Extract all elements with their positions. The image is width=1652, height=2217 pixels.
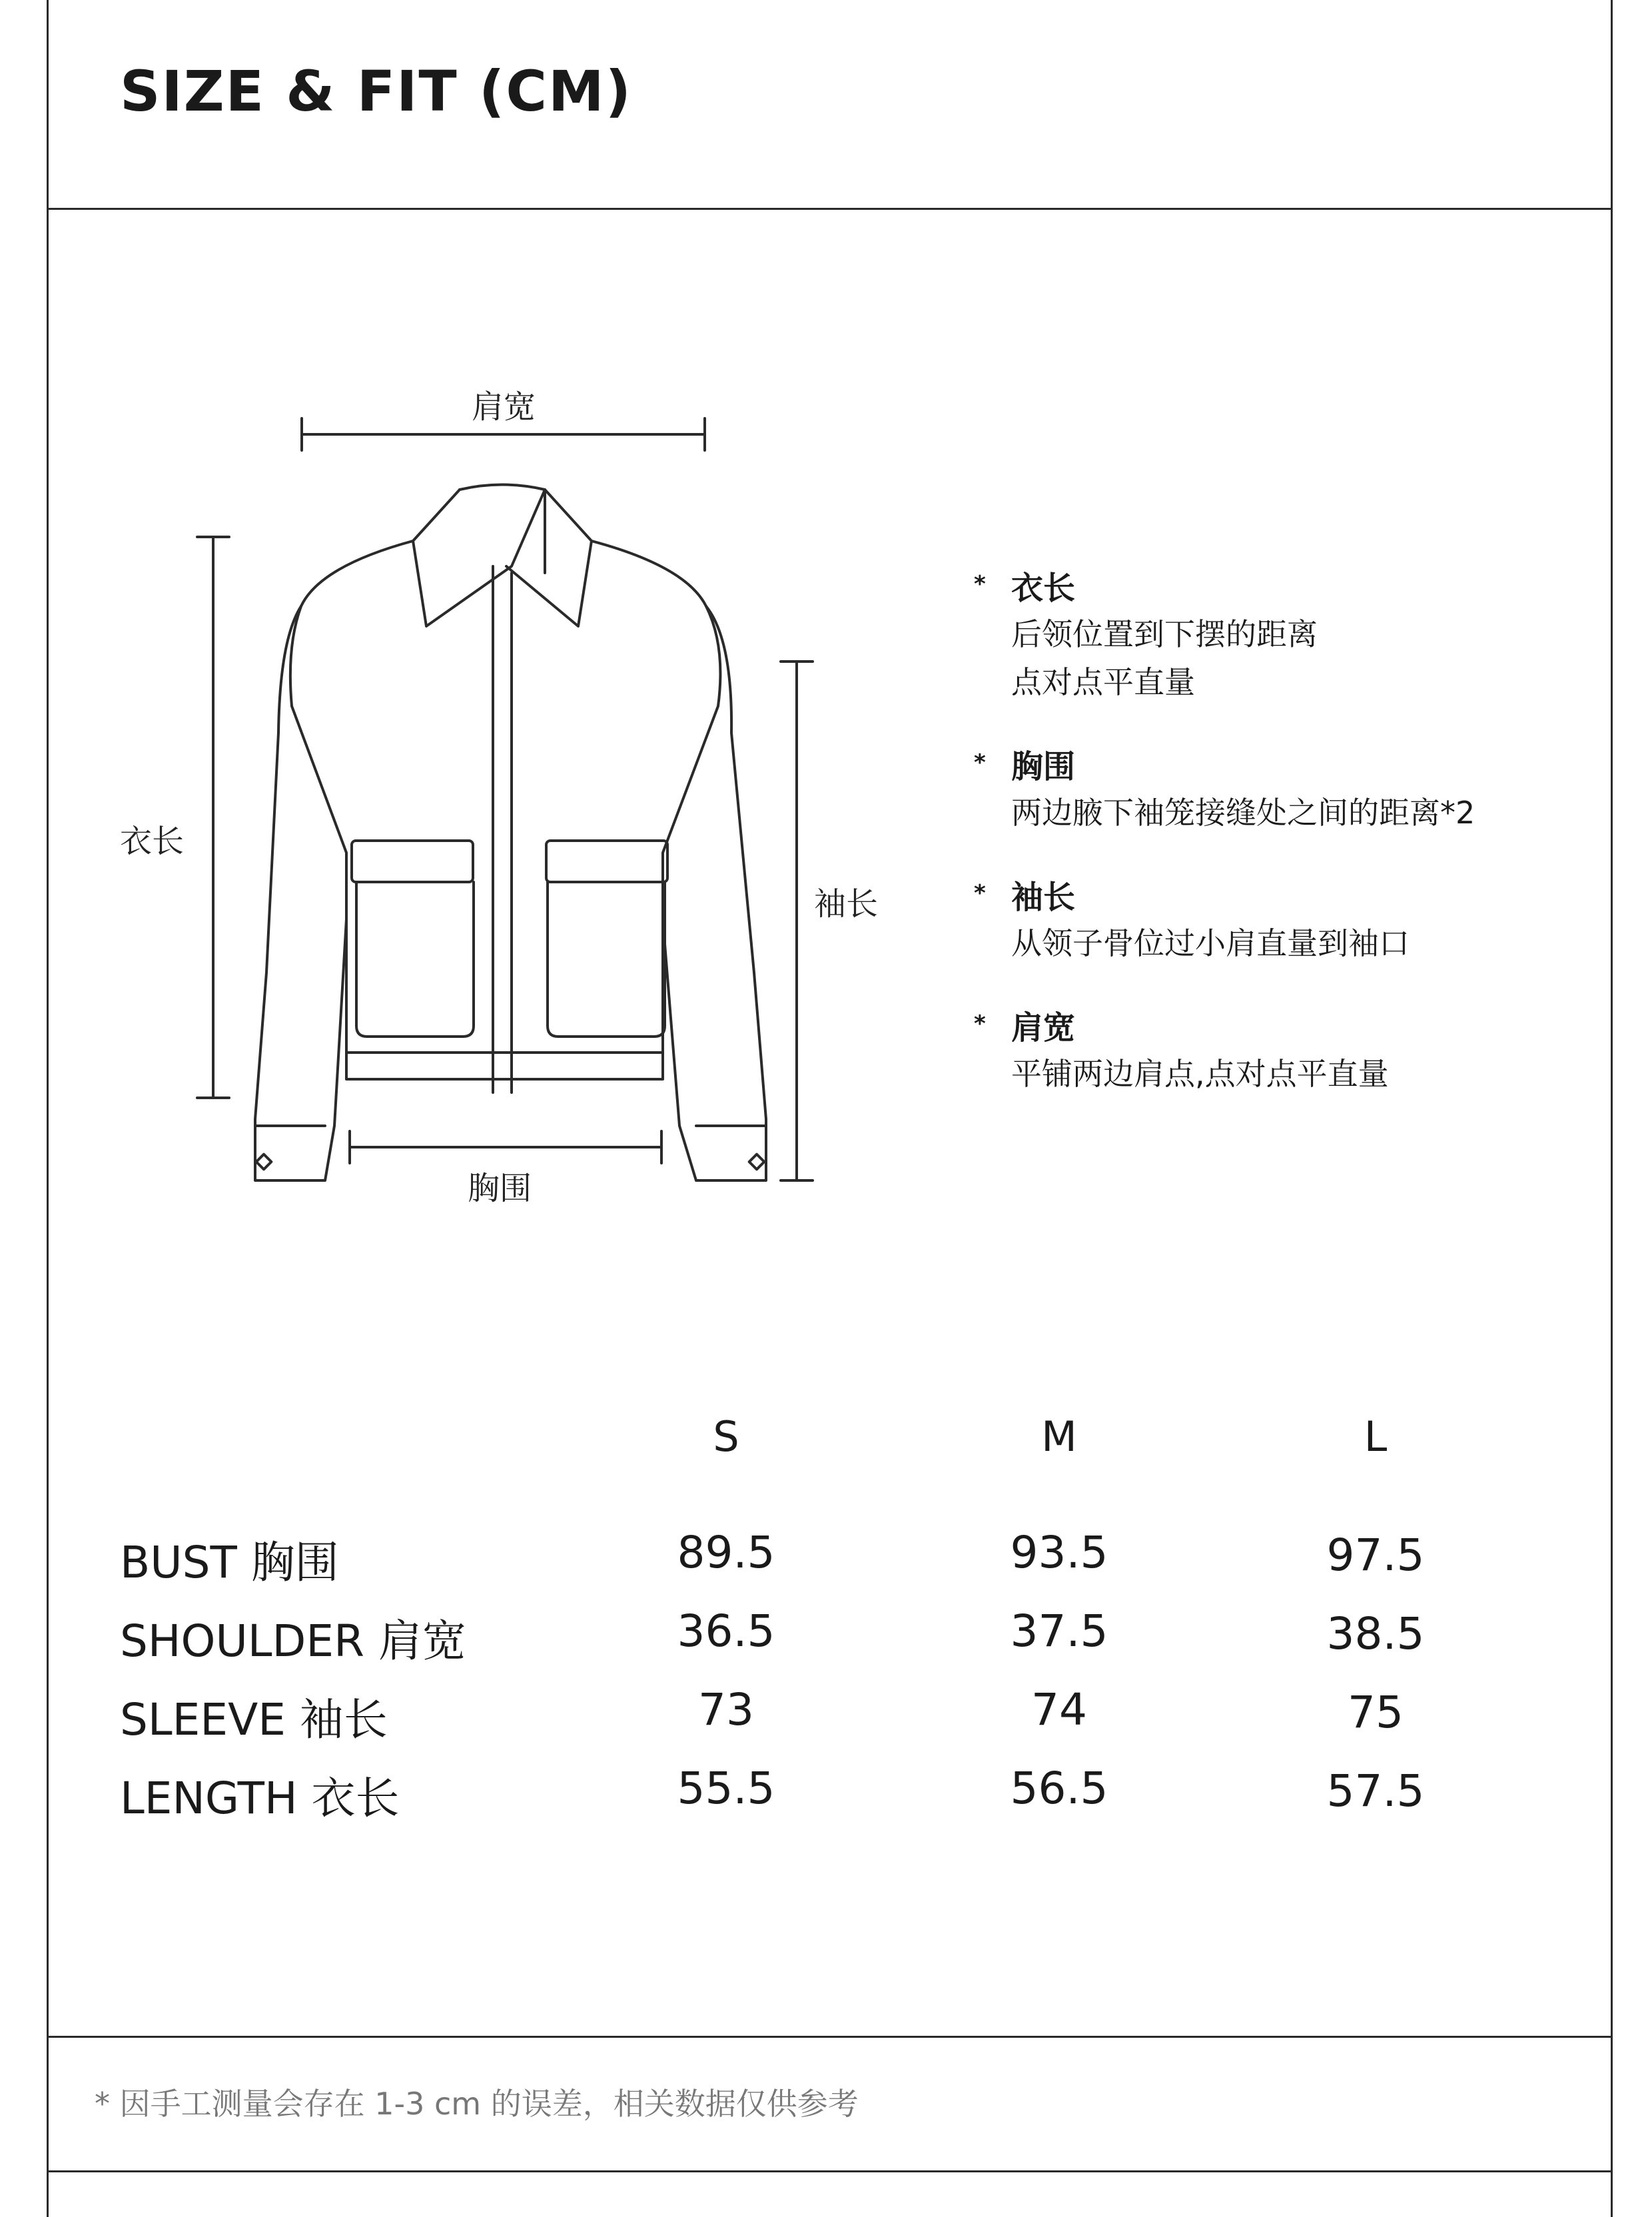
note-line: 两边腋下袖笼接缝处之间的距离*2	[1011, 795, 1475, 831]
cell-shoulder-l: 38.5	[1326, 1608, 1425, 1659]
note-star: *	[974, 749, 986, 776]
length-label: 衣长	[120, 823, 185, 860]
cell-sleeve-s: 73	[698, 1684, 754, 1735]
bust-label: 胸围	[468, 1170, 532, 1207]
cell-bust-s: 89.5	[677, 1527, 775, 1578]
column-header-l: L	[1364, 1412, 1388, 1461]
header-divider	[47, 208, 1613, 210]
cell-sleeve-l: 75	[1348, 1687, 1404, 1738]
note-shoulder	[974, 1006, 1592, 1098]
row-label-sleeve: SLEEVE 袖长	[120, 1694, 388, 1745]
measurement-disclaimer: * 因手工测量会存在 1-3 cm 的误差，相关数据仅供参考	[95, 2086, 859, 2122]
column-header-m: M	[1041, 1412, 1077, 1461]
cell-length-m: 56.5	[1010, 1763, 1108, 1814]
row-label-shoulder: SHOULDER 肩宽	[120, 1615, 466, 1667]
note-bust	[974, 745, 1592, 837]
note-star: *	[974, 880, 986, 907]
note-sleeve	[974, 875, 1592, 967]
note-line: 平铺两边肩点,点对点平直量	[1011, 1056, 1389, 1092]
footer-divider-bottom	[47, 2170, 1613, 2172]
cell-shoulder-m: 37.5	[1010, 1605, 1108, 1657]
note-line: 从领子骨位过小肩直量到袖口	[1011, 925, 1410, 961]
frame-right-border	[1611, 0, 1613, 2217]
note-title: 胸围	[1011, 748, 1076, 785]
shoulder-label: 肩宽	[472, 388, 536, 426]
note-star: *	[974, 1011, 986, 1037]
column-header-s: S	[713, 1412, 739, 1461]
cell-length-l: 57.5	[1326, 1765, 1425, 1817]
note-title: 衣长	[1011, 570, 1076, 607]
measurement-notes	[974, 566, 1592, 1136]
footer-divider-top	[47, 2036, 1613, 2038]
note-star: *	[974, 571, 986, 598]
frame-left-border	[47, 0, 49, 2217]
note-line: 点对点平直量	[1011, 664, 1195, 700]
cell-bust-l: 97.5	[1326, 1530, 1425, 1581]
note-line: 后领位置到下摆的距离	[1011, 616, 1318, 652]
note-title: 肩宽	[1011, 1009, 1076, 1047]
cell-shoulder-s: 36.5	[677, 1605, 775, 1657]
row-label-length: LENGTH 衣长	[120, 1773, 400, 1824]
note-length	[974, 566, 1592, 706]
cell-length-s: 55.5	[677, 1763, 775, 1814]
cell-bust-m: 93.5	[1010, 1527, 1108, 1578]
page-title: SIZE & FIT (CM)	[120, 59, 632, 124]
sleeve-label: 袖长	[814, 885, 879, 923]
cell-sleeve-m: 74	[1031, 1684, 1087, 1735]
note-title: 袖长	[1011, 879, 1076, 916]
row-label-bust: BUST 胸围	[120, 1537, 339, 1588]
